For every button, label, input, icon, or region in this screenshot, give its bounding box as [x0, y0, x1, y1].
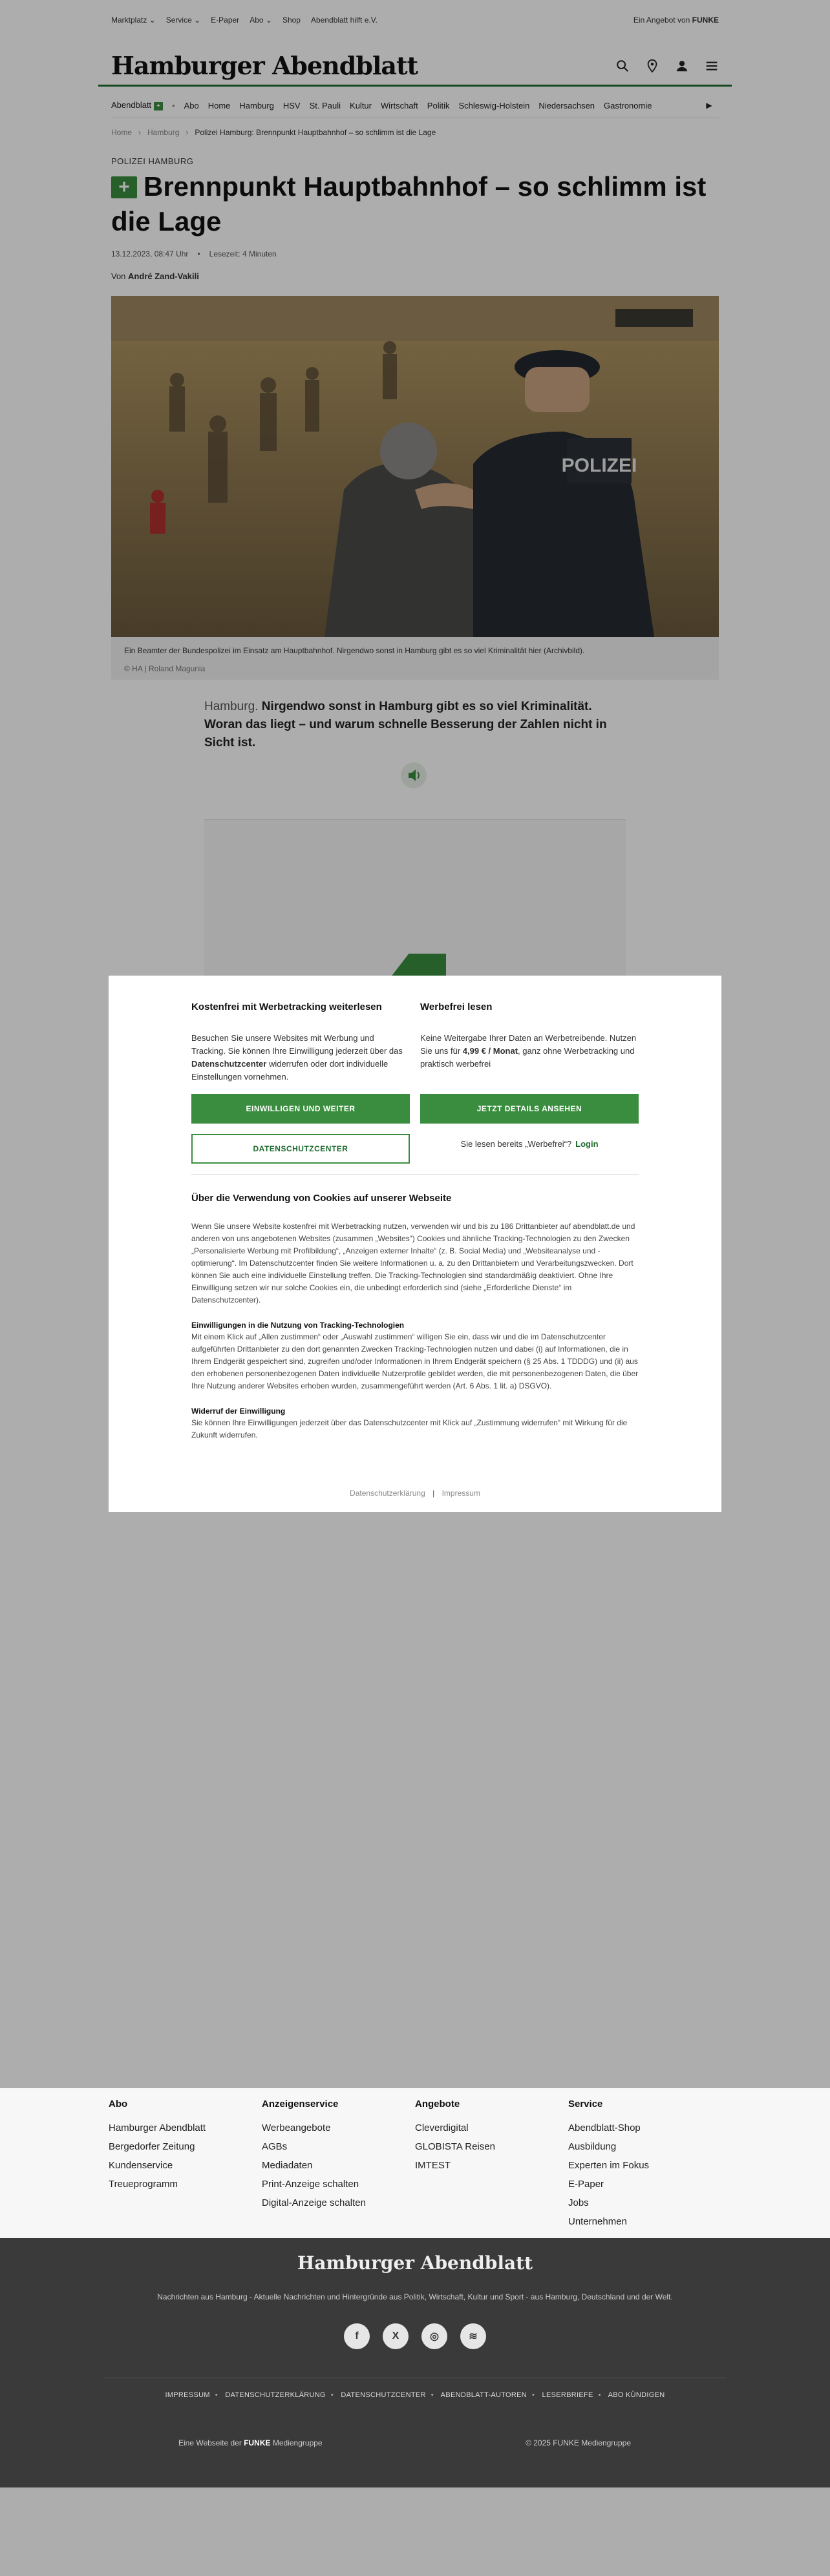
social-links	[344, 2323, 486, 2349]
consent-option-adfree	[420, 1001, 639, 1164]
option-description	[191, 1032, 410, 1086]
article-date: 13.12.2023, 08:47 Uhr	[111, 249, 189, 258]
footer-column-abo	[109, 2099, 262, 2231]
privacy-center-link[interactable]: Datenschutzcenter	[191, 1059, 267, 1069]
link-separator: •	[330, 2391, 334, 2399]
nav-item-niedersachsen[interactable]: Niedersachsen	[538, 100, 595, 110]
nav-item-home[interactable]: Home	[208, 100, 231, 110]
login-row	[420, 1139, 639, 1149]
footer-link[interactable]: Treueprogramm	[109, 2179, 178, 2190]
modal-footer	[109, 1489, 721, 1498]
article-title-text: Brennpunkt Hauptbahnhof – so schlimm ist die Lage	[111, 171, 707, 236]
footer-column-title: Anzeigenservice	[262, 2099, 339, 2110]
footer-link-abo-kuendigen[interactable]: ABO KÜNDIGEN	[608, 2391, 665, 2399]
consent-text: Mit einem Klick auf „Allen zustimmen“ oder „Auswahl zustimmen“ willigen Sie ein, dass wir und die im Datenschutzcenter aufgeführten Drittanbieter zu den dort genannten Zwecken Tracking-Technologien nutzen und dabei (i) auf Informationen, die in Ihrem Endgerät gespeichert sind, zugreifen und/oder Informationen in Ihrem Endgerät speichern (§ 25 Abs. 1 TDDDG) und (ii) aus den erhobenen personenbezogenen Daten individuelle Nutzerprofile gebildet werden, die mit personenbezogenen Daten, die über Ihre Nutzung anderer Websites erhoben wurden, zusammengeführt werden (Art. 6 Abs. 1 lit. a) DSGVO).	[191, 1332, 639, 1390]
rss-icon[interactable]: ≋	[460, 2323, 486, 2349]
footer-link-autoren[interactable]: ABENDBLATT-AUTOREN	[440, 2391, 527, 2399]
nav-item-gastronomie[interactable]: Gastronomie	[604, 100, 652, 110]
facebook-icon[interactable]: f	[344, 2323, 370, 2349]
footer-link[interactable]: Ausbildung	[568, 2141, 617, 2152]
consent-subtitle: Einwilligungen in die Nutzung von Tracking-Technologien	[191, 1321, 405, 1330]
breadcrumb-home[interactable]: Home	[111, 128, 133, 137]
privacy-center-button[interactable]: DATENSCHUTZCENTER	[191, 1134, 410, 1164]
footer-link[interactable]: Print-Anzeige schalten	[262, 2179, 359, 2190]
site-owner-prefix: Eine Webseite der	[178, 2438, 242, 2447]
footer-link-impressum[interactable]: IMPRESSUM	[165, 2391, 210, 2399]
option-title: Kostenfrei mit Werbetracking weiterlesen	[191, 1001, 382, 1012]
nav-item-st-pauli[interactable]: St. Pauli	[309, 100, 341, 110]
funke-brand: FUNKE	[244, 2438, 271, 2447]
site-logo[interactable]: Hamburger Abendblatt	[111, 51, 418, 80]
footer-links	[0, 2088, 830, 2238]
footer-link-datenschutzerklaerung[interactable]: DATENSCHUTZERKLÄRUNG	[225, 2391, 326, 2399]
footer-link[interactable]: Cleverdigital	[415, 2122, 469, 2133]
details-button[interactable]: JETZT DETAILS ANSEHEN	[420, 1094, 639, 1124]
breadcrumb-hamburg[interactable]: Hamburg	[147, 128, 180, 137]
image-credit: © HA | Roland Magunia	[124, 664, 206, 673]
footer-link[interactable]: Hamburger Abendblatt	[109, 2122, 206, 2133]
footer-column-title: Angebote	[415, 2099, 460, 2110]
option-title: Werbefrei lesen	[420, 1001, 493, 1012]
footer-column-anzeigenservice	[262, 2099, 415, 2231]
privacy-policy-link[interactable]: Datenschutzerklärung	[350, 1489, 425, 1498]
login-link[interactable]: Login	[575, 1139, 599, 1149]
modal-divider	[191, 1174, 639, 1175]
article-kicker: POLIZEI HAMBURG	[111, 156, 194, 166]
instagram-icon[interactable]: ◎	[421, 2323, 447, 2349]
login-question: Sie lesen bereits „Werbefrei“?	[460, 1139, 572, 1149]
cookies-text: Wenn Sie unsere Website kostenfrei mit Werbetracking nutzen, verwenden wir und bis zu 186 Drittanbieter auf abendblatt.de und anderen von uns angebotenen Websites (zusammen „Websites“) Cookies und ähnliche Tracking-Technologien zu den Zwecken „Personalisierte Werbung mit Profilbildung“, „Anzeigen externer Inhalte“ (z. B. Social Media) und „Websiteanalyse und -optimierung“. Im Datenschutzcenter finden Sie weitere Informationen u. a. zu den Drittanbietern und Verarbeitungszwecken. Dort können Sie auch eine individuelle Einstellung treffen. Die Tracking-Technologien sind standardmäßig deaktiviert. Ohne Ihre Einwilligung setzen wir nur solche Cookies ein, die unbedingt erforderlich sind (siehe „Erforderliche Dienste“ im Datenschutzcenter).	[191, 1222, 635, 1304]
breadcrumb-separator: ›	[186, 128, 189, 137]
footer-legal-links	[103, 2378, 727, 2399]
withdraw-subtitle: Widerruf der Einwilligung	[191, 1407, 286, 1416]
link-separator: •	[431, 2391, 434, 2399]
lead-location: Hamburg.	[204, 700, 259, 713]
footer-columns	[109, 2099, 721, 2231]
link-separator: •	[215, 2391, 218, 2399]
meta-separator: •	[197, 249, 200, 258]
site-owner-suffix: Mediengruppe	[272, 2438, 323, 2447]
consent-dialog	[109, 976, 721, 1512]
footer-link[interactable]: Werbeangebote	[262, 2122, 331, 2133]
footer-tagline: Nachrichten aus Hamburg - Aktuelle Nachrichten und Hintergründe aus Politik, Wirtschaft, Kultur und Sport - aus Hamburg, Deutschland und der Welt.	[157, 2292, 673, 2301]
top-link-shop[interactable]: Shop	[282, 16, 301, 25]
reading-time: Lesezeit: 4 Minuten	[209, 249, 277, 258]
imprint-link[interactable]: Impressum	[442, 1489, 480, 1498]
nav-item-politik[interactable]: Politik	[427, 100, 450, 110]
footer-link[interactable]: E-Paper	[568, 2179, 604, 2190]
caption-text: Ein Beamter der Bundespolizei im Einsatz am Hauptbahnhof. Nirgendwo sonst in Hamburg gibt es so viel Kriminalität hier (Archivbild).	[124, 646, 585, 655]
top-link-epaper[interactable]: E-Paper	[211, 16, 240, 25]
cookies-title: Über die Verwendung von Cookies auf unserer Webseite	[191, 1193, 452, 1204]
nav-item-wirtschaft[interactable]: Wirtschaft	[381, 100, 418, 110]
footer-link[interactable]: Digital-Anzeige schalten	[262, 2197, 366, 2208]
footer-column-service	[568, 2099, 721, 2231]
footer-link[interactable]: Kundenservice	[109, 2160, 173, 2171]
footer-link-datenschutzcenter[interactable]: DATENSCHUTZCENTER	[341, 2391, 426, 2399]
footer-link[interactable]: IMTEST	[415, 2160, 451, 2171]
footer-column-title: Abo	[109, 2099, 128, 2110]
nav-item-kultur[interactable]: Kultur	[350, 100, 372, 110]
option-description	[420, 1032, 639, 1086]
nav-item-abo[interactable]: Abo	[184, 100, 199, 110]
footer-column-angebote	[415, 2099, 568, 2231]
link-separator: •	[598, 2391, 601, 2399]
police-vest-label: POLIZEI	[561, 455, 637, 476]
site-footer	[0, 2238, 830, 2487]
breadcrumb-separator: ›	[138, 128, 142, 137]
option-text: Keine Weitergabe Ihrer Daten an Werbetreibende. Nutzen Sie uns für	[420, 1033, 637, 1056]
plus-badge: +	[154, 102, 163, 110]
accept-button[interactable]: EINWILLIGEN UND WEITER	[191, 1094, 410, 1124]
nav-separator: •	[172, 100, 175, 110]
top-link-service[interactable]: Service ⌄	[165, 16, 201, 25]
footer-link[interactable]: Unternehmen	[568, 2216, 627, 2227]
consent-options	[191, 1001, 639, 1164]
footer-link[interactable]: GLOBISTA Reisen	[415, 2141, 495, 2152]
nav-item-label: Abendblatt	[111, 100, 152, 110]
top-link-abo[interactable]: Abo ⌄	[250, 16, 272, 25]
author-link[interactable]: André Zand-Vakili	[128, 271, 199, 281]
top-link-hilft[interactable]: Abendblatt hilft e.V.	[310, 16, 378, 25]
footer-link[interactable]: Jobs	[568, 2197, 589, 2208]
brand-note-text: Ein Angebot von	[633, 16, 690, 25]
footer-link[interactable]: Abendblatt-Shop	[568, 2122, 641, 2133]
link-separator: •	[532, 2391, 535, 2399]
top-link-marktplatz[interactable]: Marktplatz ⌄	[111, 16, 156, 25]
option-text: Besuchen Sie unsere Websites mit Werbung und Tracking. Sie können Ihre Einwilligung jederzeit über das	[191, 1033, 403, 1056]
funke-logo: FUNKE	[692, 16, 719, 25]
price: 4,99 € / Monat	[462, 1046, 518, 1056]
plus-badge: +	[111, 176, 137, 198]
footer-link[interactable]: Bergedorfer Zeitung	[109, 2141, 195, 2152]
nav-item-hsv[interactable]: HSV	[282, 100, 301, 110]
breadcrumb-current: Polizei Hamburg: Brennpunkt Hauptbahnhof – so schlimm ist die Lage	[195, 128, 436, 137]
footer-link[interactable]: Experten im Fokus	[568, 2160, 650, 2171]
footer-link[interactable]: Mediadaten	[262, 2160, 313, 2171]
lead-text: Nirgendwo sonst in Hamburg gibt es so viel Kriminalität. Woran das liegt – und warum schnelle Besserung der Zahlen nicht in Sicht ist.	[204, 700, 607, 749]
nav-scroll-right-icon[interactable]: ▶	[699, 94, 719, 116]
nav-item-hamburg[interactable]: Hamburg	[239, 100, 274, 110]
nav-item-schleswig-holstein[interactable]: Schleswig-Holstein	[458, 100, 530, 110]
footer-link-leserbriefe[interactable]: LESERBRIEFE	[542, 2391, 593, 2399]
footer-link[interactable]: AGBs	[262, 2141, 288, 2152]
consent-option-tracking	[191, 1001, 410, 1164]
site-owner	[178, 2438, 323, 2447]
footer-divider: |	[432, 1489, 435, 1498]
option-text: widerrufen oder dort individuelle Einstellungen vornehmen.	[191, 1059, 388, 1082]
footer-bottom	[178, 2438, 631, 2447]
footer-logo[interactable]: Hamburger Abendblatt	[297, 2252, 533, 2274]
withdraw-text: Sie können Ihre Einwilligungen jederzeit über das Datenschutzcenter mit Klick auf „Zustimmung widerrufen“ mit Wirkung für die Zukunft widerrufen.	[191, 1418, 628, 1440]
x-icon[interactable]: X	[383, 2323, 409, 2349]
option-text: , ganz ohne Werbetracking und praktisch werbefrei	[420, 1046, 635, 1069]
copyright: © 2025 FUNKE Mediengruppe	[526, 2438, 631, 2447]
author-prefix: Von	[111, 271, 126, 281]
footer-column-title: Service	[568, 2099, 603, 2110]
